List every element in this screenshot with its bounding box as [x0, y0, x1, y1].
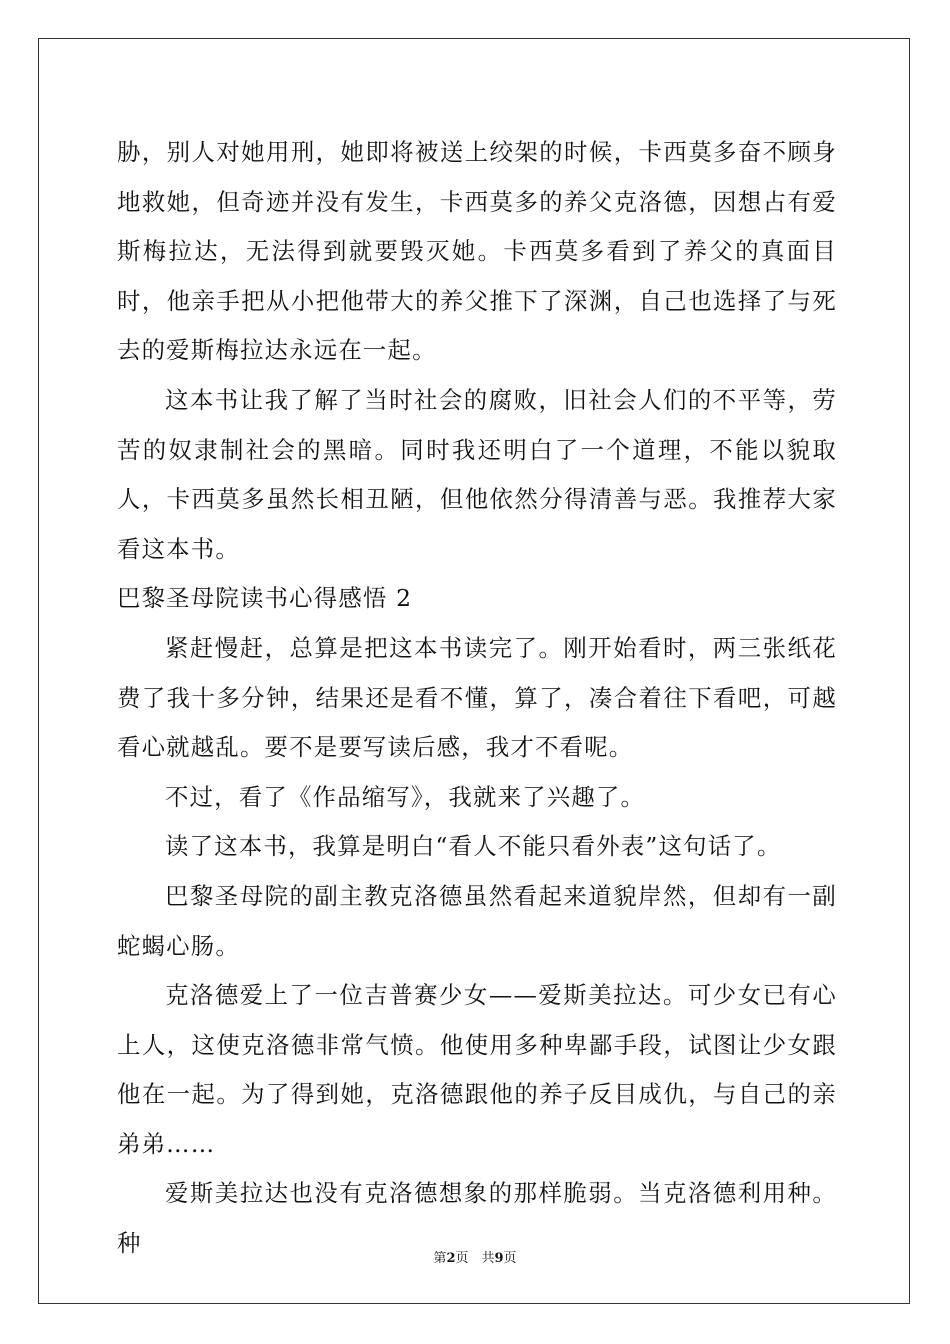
current-page-number: 2: [446, 1251, 456, 1266]
paragraph: 这本书让我了解了当时社会的腐败，旧社会人们的不平等，劳苦的奴隶制社会的黑暗。同时我还明白了一个道理，不能以貌取人，卡西莫多虽然长相丑陋，但他依然分得清善与恶。我推荐大家看这本书。: [117, 385, 837, 563]
paragraph: 爱斯美拉达也没有克洛德想象的那样脆弱。当克洛德利用种。种: [117, 1179, 837, 1258]
page-prefix: 第: [433, 1251, 447, 1266]
paragraph: 巴黎圣母院的副主教克洛德虽然看起来道貌岸然，但却有一副蛇蝎心肠。: [117, 881, 837, 960]
page-middle: 页 共: [455, 1251, 495, 1266]
page-footer: [0, 1247, 950, 1266]
section-heading: 巴黎圣母院读书心得感悟 2: [117, 584, 413, 613]
document-body: [117, 128, 837, 1269]
paragraph: 读了这本书，我算是明白“看人不能只看外表”这句话了。: [165, 832, 782, 861]
page-suffix: 页: [503, 1251, 517, 1266]
paragraph: 不过，看了《作品缩写》，我就来了兴趣了。: [165, 782, 646, 811]
paragraph: 克洛德爱上了一位吉普赛少女——爱斯美拉达。可少女已有心上人，这使克洛德非常气愤。他使用多种卑鄙手段，试图让少女跟他在一起。为了得到她，克洛德跟他的养子反目成仇，与自己的亲弟弟……: [117, 981, 837, 1158]
total-page-number: 9: [494, 1251, 504, 1266]
paragraph: 胁，别人对她用刑，她即将被送上绞架的时候，卡西莫多奋不顾身地救她，但奇迹并没有发生，卡西莫多的养父克洛德，因想占有爱斯梅拉达，无法得到就要毁灭她。卡西莫多看到了养父的真面目时，他亲手把从小把他带大的养父推下了深渊，自己也选择了与死去的爱斯梅拉达永远在一起。: [117, 138, 837, 365]
paragraph: 紧赶慢赶，总算是把这本书读完了。刚开始看时，两三张纸花费了我十多分钟，结果还是看不懂，算了，凑合着往下看吧，可越看心就越乱。要不是要写读后感，我才不看呢。: [117, 633, 837, 762]
